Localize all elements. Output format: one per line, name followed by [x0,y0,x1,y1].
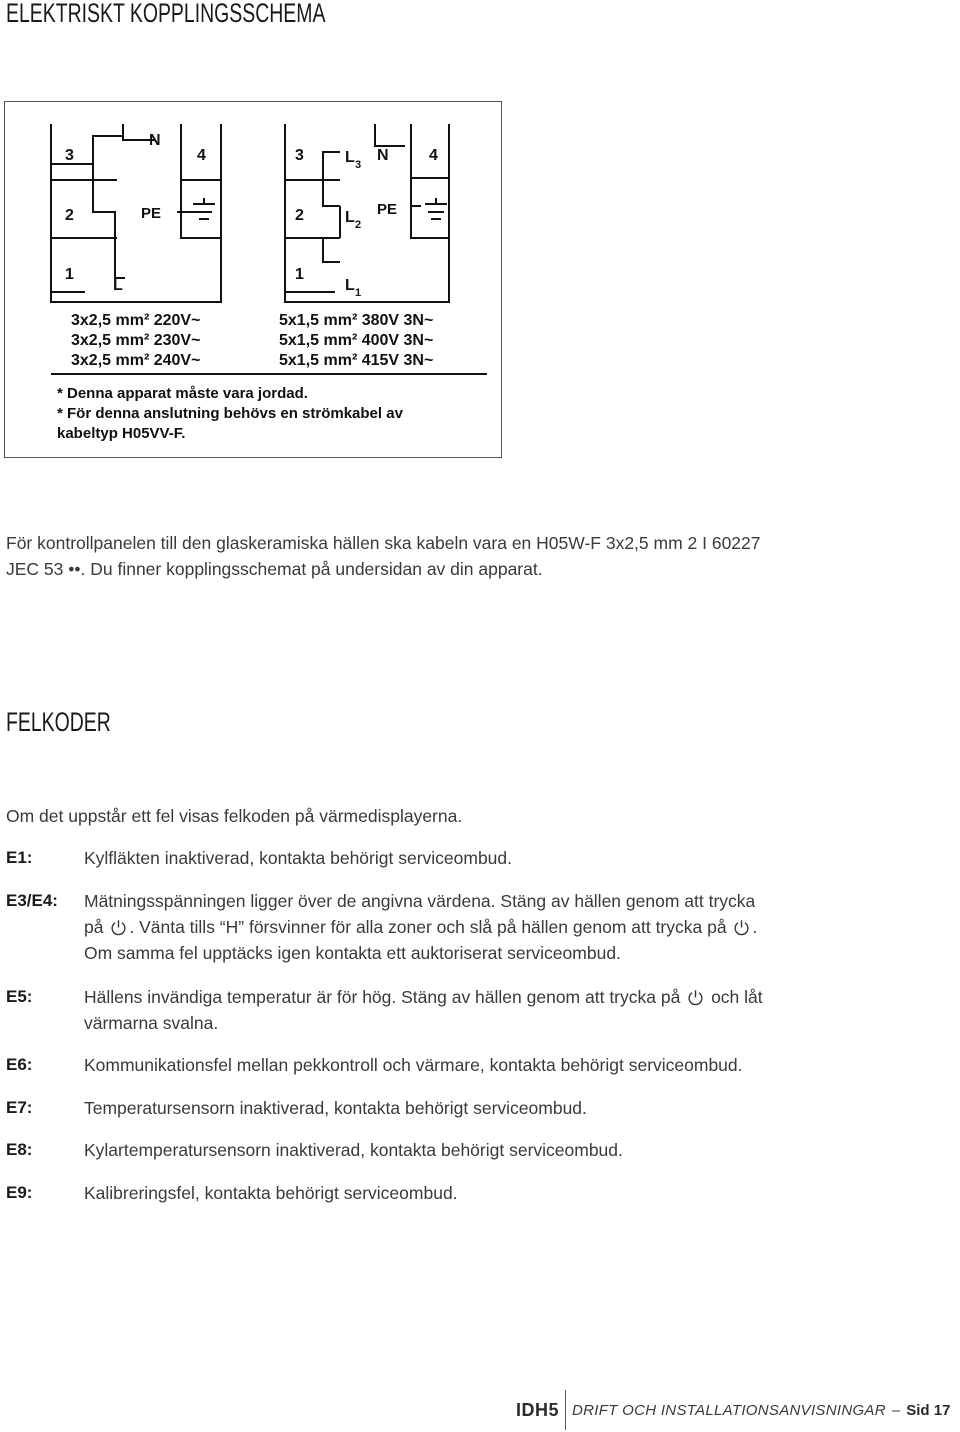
error-code-e5: E5: [6,987,33,1006]
page-footer [516,1390,950,1430]
right-terminal-1: 1 [295,266,304,283]
error-text-e3-e4-line3: Om samma fel upptäcks igen kontakta ett auktoriserat serviceombud. [84,943,621,963]
left-spec-2: 3x2,5 mm² 230V~ [71,332,201,349]
error-text-e5-part1: Hällens invändiga temperatur är för hög. Stäng av hällen genom att trycka på [84,987,681,1007]
right-terminal-3: 3 [295,147,304,164]
left-n-label: N [149,132,161,149]
left-terminal-2: 2 [65,207,74,224]
error-text-e3-e4-part2: . Vänta tills “H” försvinner för alla zoner och slå på hällen genom att trycka på [129,917,727,937]
left-terminal-4: 4 [197,147,206,164]
felkoder-intro: Om det uppstår ett fel visas felkoden på värmedisplayerna. [6,806,463,826]
error-code-e3-e4: E3/E4: [6,891,58,910]
note-1: * Denna apparat måste vara jordad. [57,385,308,402]
left-l-label: L [113,277,123,294]
footer-page-number: Sid 17 [906,1401,951,1419]
l2-label: L [345,209,355,226]
error-text-e3-e4-part1: på [84,917,104,937]
right-terminal-4: 4 [429,147,438,164]
error-code-e7: E7: [6,1098,33,1117]
error-code-e9: E9: [6,1183,33,1202]
intro-line-2: JEC 53 ••. Du finner kopplingsschemat på undersidan av din apparat. [6,559,543,579]
error-text-e5-line1 [84,984,763,1010]
error-text-e7: Temperatursensorn inaktiverad, kontakta behörigt serviceombud. [84,1098,587,1118]
earth-icon [425,198,447,219]
wiring-diagram [4,101,502,458]
error-code-e1: E1: [6,848,33,867]
earth-icon [193,198,215,219]
section-title-felkoder: FELKODER [6,707,111,737]
power-icon [733,919,750,936]
right-spec-2: 5x1,5 mm² 400V 3N~ [279,332,434,349]
right-pe-label: PE [377,201,398,218]
left-terminal-1: 1 [65,266,74,283]
error-code-e6: E6: [6,1055,33,1074]
right-spec-1: 5x1,5 mm² 380V 3N~ [279,312,434,329]
note-2: * För denna anslutning behövs en strömkabel av [57,405,403,422]
left-terminal-3: 3 [65,147,74,164]
error-text-e8: Kylartemperatursensorn inaktiverad, kontakta behörigt serviceombud. [84,1140,623,1160]
left-pe-label: PE [141,205,162,222]
note-3: kabeltyp H05VV-F. [57,425,186,442]
l1-sub: 1 [355,287,362,299]
right-n-label: N [377,147,389,164]
power-icon [110,919,127,936]
page-title: ELEKTRISKT KOPPLINGSSCHEMA [6,0,326,28]
error-text-e5-part2: och låt [711,987,763,1007]
right-terminal-block [285,124,449,302]
error-code-e8: E8: [6,1140,33,1159]
right-terminal-2: 2 [295,207,304,224]
error-text-e3-e4-line2 [84,914,757,940]
footer-dash: – [891,1401,901,1419]
l3-sub: 3 [355,159,362,171]
l3-label: L [345,149,355,166]
left-spec-1: 3x2,5 mm² 220V~ [71,312,201,329]
footer-separator [565,1390,566,1430]
power-icon [687,989,704,1006]
error-text-e3-e4-part3: . [752,917,758,937]
intro-line-1: För kontrollpanelen till den glaskeramiska hällen ska kabeln vara en H05W-F 3x2,5 mm 2 I 60227 [6,533,761,553]
footer-model: IDH5 [516,1399,560,1420]
l2-sub: 2 [355,219,362,231]
right-spec-3: 5x1,5 mm² 415V 3N~ [279,352,434,369]
error-text-e9: Kalibreringsfel, kontakta behörigt serviceombud. [84,1183,458,1203]
l1-label: L [345,277,355,294]
error-text-e5-line2: värmarna svalna. [84,1013,219,1033]
left-spec-3: 3x2,5 mm² 240V~ [71,352,201,369]
left-terminal-block [51,124,221,302]
footer-document-title: DRIFT OCH INSTALLATIONSANVISNINGAR [572,1401,886,1419]
error-text-e3-e4-line1: Mätningsspänningen ligger över de angivna värdena. Stäng av hällen genom att trycka [84,891,756,911]
error-text-e1: Kylfläkten inaktiverad, kontakta behörigt serviceombud. [84,848,513,868]
error-text-e6: Kommunikationsfel mellan pekkontroll och värmare, kontakta behörigt serviceombud. [84,1055,743,1075]
